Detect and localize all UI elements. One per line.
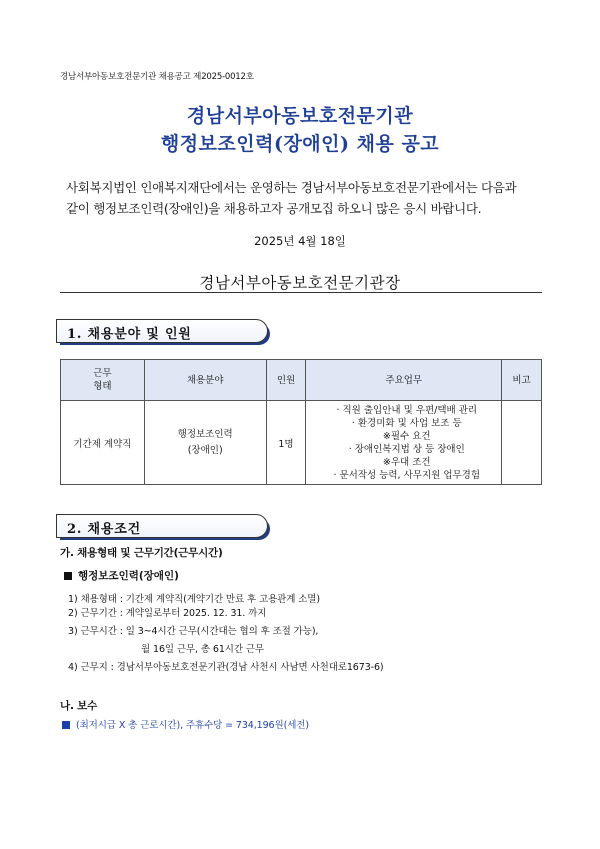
position-bullet-label: 행정보조인력(장애인) — [78, 570, 179, 582]
condition-item-4: 4) 근무지 : 경남서부아동보호전문기관(경남 사천시 사남면 사천대로1673-6) — [68, 662, 384, 673]
table-header-row — [61, 360, 542, 401]
duty-item: ※우대 조건 — [382, 456, 431, 468]
duty-item: · 환경미화 및 사업 보조 등 — [351, 417, 462, 429]
title-line-2: 행정보조인력(장애인) 채용 공고 — [160, 133, 440, 155]
duty-item: ※필수 요건 — [382, 430, 431, 442]
cell-field — [144, 401, 266, 485]
intro-line-1: 사회복지법인 인애복지재단에서는 운영하는 경남서부아동보호전문기관에서는 다음과 — [66, 180, 517, 195]
header-work-type-line2: 형태 — [93, 381, 112, 392]
cell-field-line1: 행정보조인력 — [177, 428, 233, 440]
position-bullet — [64, 568, 179, 583]
condition-item-2: 2) 근무기간 : 계약일로부터 2025. 12. 31. 까지 — [68, 608, 267, 619]
section-1-header — [56, 319, 268, 343]
condition-item-3-continued: 월 16일 근무, 총 61시간 근무 — [141, 644, 264, 655]
header-work-type — [61, 360, 145, 401]
organization-name: 경남서부아동보호전문기관장 — [199, 274, 401, 292]
divider — [60, 292, 542, 293]
condition-item-1: 1) 채용형태 : 기간제 계약직(계약기간 만료 후 고용관계 소멸) — [68, 594, 320, 605]
cell-count: 1명 — [266, 401, 306, 485]
announcement-date: 2025년 4월 18일 — [254, 234, 346, 248]
subsection-a-title: 가. 채용형태 및 근무기간(근무시간) — [60, 547, 223, 559]
duty-item: · 문서작성 능력, 사무지원 업무경험 — [333, 469, 481, 481]
condition-item-3: 3) 근무시간 : 일 3~4시간 근무(시간대는 협의 후 조절 가능), — [68, 626, 319, 637]
header-duties: 주요업무 — [306, 360, 502, 401]
header-count: 인원 — [266, 360, 306, 401]
header-remarks: 비고 — [502, 360, 542, 401]
duty-item: · 직원 출입안내 및 우편/택배 관리 — [336, 404, 478, 416]
title-line-1: 경남서부아동보호전문기관 — [186, 105, 414, 127]
cell-work-type: 기간제 계약직 — [61, 401, 145, 485]
pay-line — [62, 717, 309, 731]
cell-duties — [306, 401, 502, 485]
blue-square-bullet-icon — [62, 721, 70, 729]
section-2-title: 2. 채용조건 — [67, 522, 141, 537]
subsection-b-title: 나. 보수 — [60, 700, 98, 712]
duty-item: · 장애인복지법 상 등 장애인 — [348, 443, 465, 455]
section-2-header — [56, 514, 268, 538]
document-number: 경남서부아동보호전문기관 채용공고 제2025-0012호 — [60, 72, 254, 82]
recruitment-table — [60, 359, 542, 485]
cell-remarks — [502, 401, 542, 485]
table-row — [61, 401, 542, 485]
square-bullet-icon — [64, 572, 72, 580]
header-field: 채용분야 — [144, 360, 266, 401]
header-work-type-line1: 근무 — [93, 368, 112, 379]
intro-line-2: 같이 행정보조인력(장애인)을 채용하고자 공개모집 하오니 많은 응시 바랍니다. — [66, 201, 482, 216]
pay-text: (최저시급 X 총 근로시간), 주휴수당 = 734,196원(세전) — [76, 720, 309, 731]
section-1-title: 1. 채용분야 및 인원 — [67, 327, 192, 342]
cell-field-line2: (장애인) — [187, 444, 223, 456]
